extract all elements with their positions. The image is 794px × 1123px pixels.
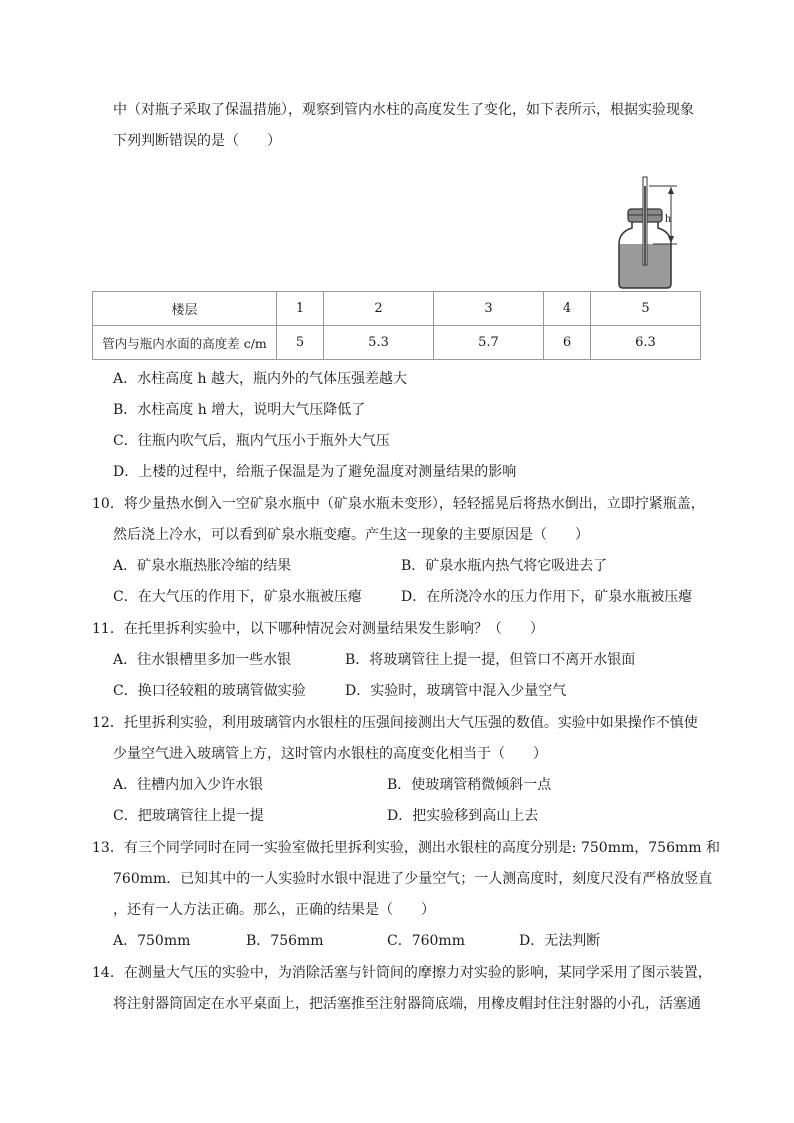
h-label: h [665,211,671,225]
q9-option-d: D．上楼的过程中，给瓶子保温是为了避免温度对测量结果的影响 [113,464,517,480]
table-cell: 5 [277,326,324,360]
q11-option-a: A．往水银槽里多加一些水银 [113,652,292,668]
q11-option-b: B．将玻璃管往上提一提，但管口不离开水银面 [345,652,636,668]
q13-option-a: A．750mm [113,933,191,949]
q10-line-2: 然后浇上冷水，可以看到矿泉水瓶变瘪。产生这一现象的主要原因是（ ） [113,527,589,543]
table-cell: 5 [591,292,701,326]
q13-line-1: 13．有三个同学同时在同一实验室做托里拆利实验，测出水银柱的高度分别是: 750mm，756mm 和 [92,840,720,856]
q13-option-c: C．760mm [387,933,465,949]
q14-line-1: 14．在测量大气压的实验中，为消除活塞与针筒间的摩擦力对实验的影响，某同学采用了图示装置， [92,965,712,981]
table-cell: 6 [543,326,590,360]
water-column [644,186,646,265]
intro-line-1: 中（对瓶子采取了保温措施），观察到管内水柱的高度发生了变化，如下表所示，根据实验现象 [113,102,694,118]
q11-line-1: 11．在托里拆利实验中，以下哪种情况会对测量结果发生影响？（ ） [92,621,544,637]
q12-option-d: D．把实验移到高山上去 [387,808,539,824]
q12-option-b: B．使玻璃管稍微倾斜一点 [387,777,552,793]
table-cell: 管内与瓶内水面的高度差 c/m [93,326,277,360]
q11-option-c: C．换口径较粗的玻璃管做实验 [113,683,306,699]
q10-line-1: 10．将少量热水倒入一空矿泉水瓶中（矿泉水瓶未变形），轻轻摇晃后将热水倒出，立即拧紧瓶盖， [92,496,705,512]
q13-option-b: B．756mm [246,933,324,949]
table-cell: 楼层 [93,292,277,326]
q9-option-a: A．水柱高度 h 越大，瓶内外的气体压强差越大 [113,371,408,387]
table-cell: 1 [277,292,324,326]
table-cell: 5.7 [434,326,544,360]
q12-option-a: A．往槽内加入少许水银 [113,777,264,793]
q9-option-c: C．往瓶内吹气后，瓶内气压小于瓶外大气压 [113,433,390,449]
q10-option-a: A．矿泉水瓶热胀冷缩的结果 [113,558,292,574]
table-cell: 6.3 [591,326,701,360]
q13-line-2: 760mm．已知其中的一人实验时水银中混进了少量空气；一人测高度时，刻度尺没有严格放竖直 [113,871,713,887]
q10-option-d: D．在所浇冷水的压力作用下，矿泉水瓶被压瘪 [401,589,693,605]
table-cell: 5.3 [324,326,434,360]
table-cell: 2 [324,292,434,326]
q13-line-3: ，还有一人方法正确。那么，正确的结果是（ ） [113,902,435,918]
bottle-apparatus-figure [605,172,705,292]
q12-option-c: C．把玻璃管往上提一提 [113,808,264,824]
q10-option-b: B．矿泉水瓶内热气将它吸进去了 [401,558,608,574]
q11-option-d: D．实验时，玻璃管中混入少量空气 [345,683,567,699]
q10-option-c: C．在大气压的作用下，矿泉水瓶被压瘪 [113,589,362,605]
height-difference-table [92,291,701,360]
table-row [93,292,701,326]
table-cell: 3 [434,292,544,326]
table-cell: 4 [543,292,590,326]
q14-line-2: 将注射器筒固定在水平桌面上，把活塞推至注射器筒底端，用橡皮帽封住注射器的小孔，活塞通 [113,996,701,1012]
intro-line-2: 下列判断错误的是（ ） [113,133,281,149]
table-row [93,326,701,360]
q12-line-1: 12．托里拆利实验，利用玻璃管内水银柱的压强间接测出大气压强的数值。实验中如果操作不慎使 [92,715,698,731]
q9-option-b: B．水柱高度 h 增大，说明大气压降低了 [113,402,366,418]
q12-line-2: 少量空气进入玻璃管上方，这时管内水银柱的高度变化相当于（ ） [113,746,547,762]
q13-option-d: D．无法判断 [519,933,601,949]
